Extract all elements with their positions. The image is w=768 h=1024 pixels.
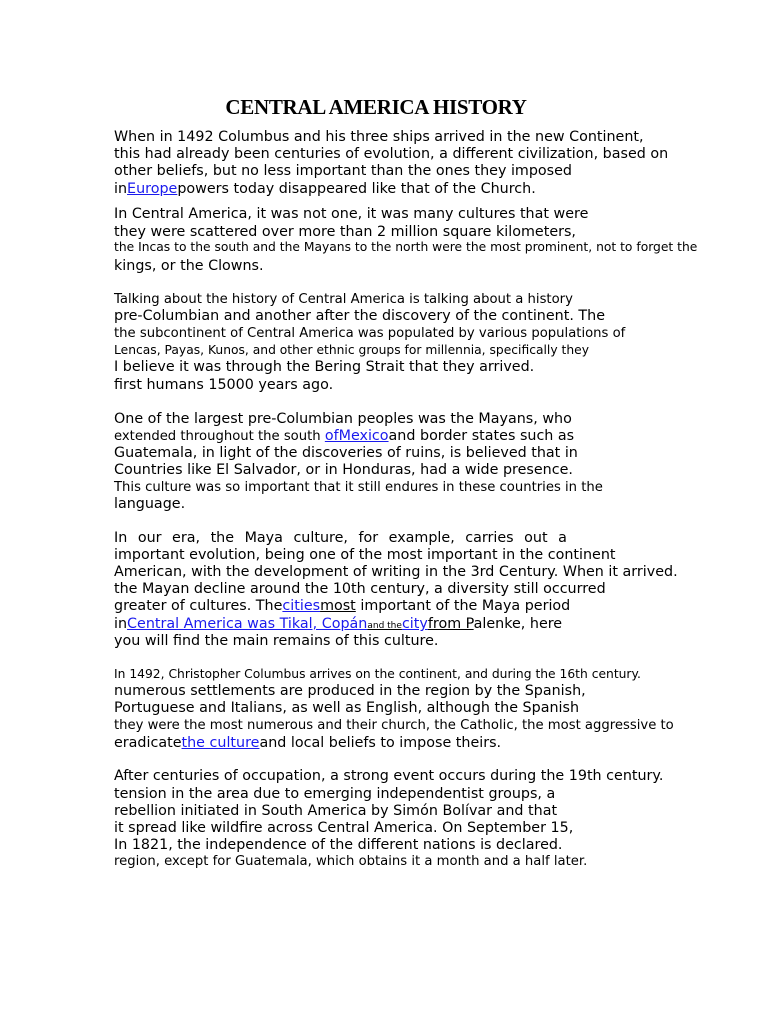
paragraph-line: first humans 15000 years ago.	[114, 377, 334, 393]
paragraph-line: I believe it was through the Bering Strait that they arrived.	[114, 359, 535, 375]
paragraph-line: tension in the area due to emerging independentist groups, a	[114, 786, 556, 802]
paragraph-line: they were the most numerous and their church, the Catholic, the most aggressive to	[114, 718, 674, 733]
paragraph-line: it spread like wildfire across Central America. On September 15,	[114, 820, 574, 836]
text-span: greater of cultures. The	[114, 598, 283, 614]
paragraph-line: When in 1492 Columbus and his three ships arrived in the new Continent,	[114, 129, 644, 145]
text-span: in	[114, 181, 128, 197]
paragraph-line: other beliefs, but no less important than the ones they imposed	[114, 163, 572, 179]
paragraph-line: kings, or the Clowns.	[114, 258, 264, 274]
paragraph-line: you will find the main remains of this culture.	[114, 633, 439, 649]
europe-link[interactable]: Europe	[127, 181, 178, 197]
city-link[interactable]: city	[401, 616, 428, 632]
text-span: in	[114, 616, 128, 632]
paragraph-line: this had already been centuries of evolution, a different civilization, based on	[114, 146, 669, 162]
paragraph-line: In 1492, Christopher Columbus arrives on the continent, and during the 16th century.	[114, 667, 641, 681]
text-span: most	[320, 598, 356, 614]
paragraph-line: Countries like El Salvador, or in Honduras, had a wide presence.	[114, 462, 573, 478]
paragraph-line: region, except for Guatemala, which obtains it a month and a half later.	[114, 854, 588, 869]
paragraph-line	[114, 735, 501, 752]
paragraph-line	[114, 428, 574, 445]
paragraph-line: language.	[114, 496, 186, 512]
text-span: important of the Maya period	[355, 598, 571, 614]
text-span: and border states such as	[388, 428, 575, 444]
mexico-link[interactable]: ofMexico	[324, 428, 389, 444]
paragraph-line: Talking about the history of Central America is talking about a history	[114, 292, 573, 307]
paragraph-line: This culture was so important that it still endures in these countries in the	[114, 480, 603, 495]
paragraph-line: the Incas to the south and the Mayans to the north were the most prominent, not to forget the	[114, 240, 698, 254]
paragraph-line: rebellion initiated in South America by Simón Bolívar and that	[114, 803, 558, 819]
paragraph-line: Guatemala, in light of the discoveries of ruins, is believed that in	[114, 445, 578, 461]
text-span: and the	[367, 621, 402, 631]
document-title: CENTRAL AMERICA HISTORY	[225, 95, 527, 119]
paragraph-line: American, with the development of writing in the 3rd Century. When it arrived.	[114, 564, 678, 580]
text-span: extended throughout the south	[114, 429, 325, 444]
text-span: powers today disappeared like that of the Church.	[177, 181, 536, 197]
paragraph-line: pre-Columbian and another after the discovery of the continent. The	[114, 308, 605, 324]
the-culture-link[interactable]: the culture	[181, 735, 260, 751]
paragraph-line	[114, 181, 536, 198]
text-span: alenke, here	[473, 616, 563, 632]
paragraph-line: they were scattered over more than 2 million square kilometers,	[114, 224, 576, 240]
paragraph-line: One of the largest pre-Columbian peoples was the Mayans, who	[114, 411, 572, 427]
paragraph-line: Lencas, Payas, Kunos, and other ethnic groups for millennia, specifically they	[114, 343, 589, 357]
paragraph-line: Portuguese and Italians, as well as English, although the Spanish	[114, 700, 580, 716]
paragraph-line	[114, 598, 570, 615]
paragraph-line: numerous settlements are produced in the region by the Spanish,	[114, 683, 586, 699]
paragraph-line: In our era, the Maya culture, for example, carries out a	[114, 530, 567, 546]
text-span: and local beliefs to impose theirs.	[259, 735, 502, 751]
paragraph-line: the subcontinent of Central America was populated by various populations of	[114, 326, 626, 341]
cities-link[interactable]: cities	[282, 598, 321, 614]
text-span: eradicate	[114, 735, 182, 751]
paragraph-line: In 1821, the independence of the different nations is declared.	[114, 837, 563, 853]
paragraph-line: important evolution, being one of the most important in the continent	[114, 547, 616, 563]
paragraph-line: After centuries of occupation, a strong event occurs during the 19th century.	[114, 768, 664, 784]
central-america-tikal-link[interactable]: Central America was Tikal, Copán	[127, 616, 368, 632]
text-span: from P	[427, 616, 474, 632]
paragraph-line: the Mayan decline around the 10th century, a diversity still occurred	[114, 581, 606, 597]
paragraph-line: In Central America, it was not one, it was many cultures that were	[114, 206, 589, 222]
